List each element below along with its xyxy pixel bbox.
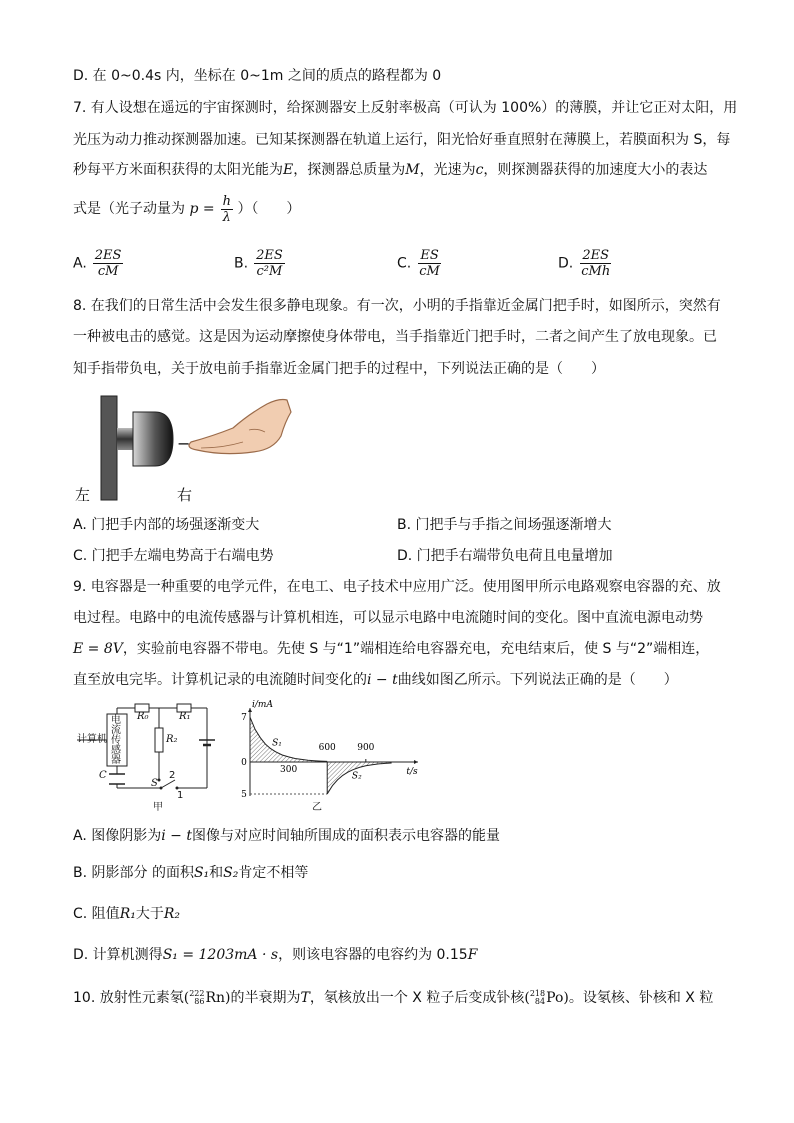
door-handle-diagram [73,390,313,505]
option-text: B. 阴影部分 的面积 [73,865,194,881]
q9-text: ，实验前电容器不带电。先使 S 与“1”端相连给电容器充电，充电结束后，使 S 与“2”端相连， [122,641,710,657]
option-text: A. 图像阴影为 [73,828,162,844]
fraction-denominator: cM [419,264,440,279]
q10-text: ，氡核放出一个 X 粒子后变成钋核 [309,990,525,1006]
y-tick-label: 5 [241,790,247,800]
momentum-fraction [221,194,233,225]
hand [189,400,291,454]
q7-text: 秒每平方米面积获得的太阳光能为 [73,162,283,178]
switch-blade [161,780,175,788]
q6-option-d: D. 在 0~0.4s 内，坐标在 0~1m 之间的质点的路程都为 0 [73,68,442,84]
door-wall [101,396,117,500]
sensor-label [111,716,121,766]
graph-caption: 乙 [312,802,322,813]
q7-text: ，则探测器获得的加速度大小的表达 [483,162,708,178]
handle-neck [117,428,133,450]
q8-option-b[interactable]: B. 门把手与手指之间场强逐渐增大 [397,517,612,533]
r1-label: R₁ [179,711,191,722]
x-tick-label: 600 [318,743,336,753]
q9-option-b[interactable] [73,863,308,883]
q7-text-line3 [73,160,707,180]
q10-text: 。设氡核、钋核和 X 粒 [568,990,714,1006]
polonium-nuclide: ( 218 84 Po) [524,989,569,1006]
half-life-symbol: T [300,990,310,1006]
sensor-char: 器 [111,755,121,766]
x-axis-arrow [414,760,418,764]
q10-text: 10. 放射性元素氡 [73,990,184,1006]
mass-number: 222 [189,989,205,998]
r0-label: R₀ [137,711,149,722]
s-label: S [151,778,158,789]
s1-measurement: S₁ = 1203mA · s [162,947,279,963]
var-m: M [405,162,420,178]
q9-text-line2: 电过程。电路中的电流传感器与计算机相连，可以显示电路中电流随时间的变化。图中直流电源电动势 [73,610,703,626]
x-axis-label: t/s [406,767,418,777]
mass-number: 218 [529,989,546,998]
i-t-label: i − t [367,672,398,688]
fraction-denominator: cMh [581,264,611,279]
q9-text-line4 [73,670,678,690]
r2-symbol: R₂ [163,906,180,922]
var-e: E [283,162,294,178]
fraction-numerator: 2ES [256,248,283,263]
var-c: c [475,162,484,178]
q7-text-line2: 光压为动力推动探测器加速。已知某探测器在轨道上运行，阳光恰好垂直照射在薄膜上，若膜面积为 S，每 [73,132,731,148]
label-left: 左 [75,486,91,504]
r1-symbol: R₁ [119,906,136,922]
option-text: 和 [209,865,224,881]
atomic-number: 86 [194,997,205,1006]
fraction-numerator: h [222,193,231,209]
q7-option-c[interactable] [397,248,442,279]
label-right: 右 [177,486,193,504]
x-tick-label: 300 [280,765,298,775]
option-text: 大于 [135,906,164,922]
y-axis-label: i/mA [252,700,273,710]
y-tick-label: 7 [241,713,247,724]
option-label: C. [397,255,412,272]
sensor-char: 电 [111,715,121,726]
sensor-char: 感 [111,745,121,756]
r2-label: R₂ [166,734,178,745]
q8-option-a[interactable]: A. 门把手内部的场强逐渐变大 [73,517,260,533]
q9-option-d[interactable] [73,945,477,965]
q7-text: ）（ ） [237,201,301,217]
q8-option-c[interactable]: C. 门把手左端电势高于右端电势 [73,548,274,564]
option-text: 肯定不相等 [238,865,309,881]
fraction-denominator: cM [97,264,119,279]
radon-nuclide: ( 222 86 Rn) [183,989,231,1006]
q7-text: ，探测器总质量为 [293,162,406,178]
q7-option-d[interactable] [558,248,612,279]
option-label: D. [558,255,574,272]
q7-option-a[interactable] [73,248,123,279]
option-text: C. 阻值 [73,906,120,922]
emf-value: E = 8V [73,641,123,657]
fraction-denominator: λ [222,209,231,225]
q7-text: 式是（光子动量为 [73,201,185,217]
sensor-char: 传 [111,735,121,746]
element-symbol: Po [546,990,564,1006]
fraction-numerator: ES [420,248,439,263]
atomic-number: 84 [534,997,546,1006]
series-label-s2: S₂ [351,771,362,782]
q9-text: 曲线如图乙所示。下列说法正确的是（ ） [397,672,678,688]
resistor-r2 [155,728,163,752]
s2-symbol: S₂ [223,865,239,881]
fraction-numerator: 2ES [582,248,610,263]
q8-option-d[interactable]: D. 门把手右端带负电荷且电量增加 [397,548,613,564]
momentum-lhs: p = [189,201,215,217]
computer-label: 计算机 [77,734,107,745]
current-time-graph [228,700,428,812]
element-symbol: Rn [205,990,226,1006]
q9-text-line3 [73,639,709,659]
q8-text-line3: 知手指带负电，关于放电前手指靠近金属门把手的过程中，下列说法正确的是（ ） [73,361,605,377]
i-t-label: i − t [161,828,192,844]
x-tick-label: 0 [241,758,247,768]
q9-text: 直至放电完毕。计算机记录的电流随时间变化的 [73,672,367,688]
q8-text-line2: 一种被电击的感觉。这是因为运动摩擦使身体带电，当手指靠近门把手时，二者之间产生了放电现象。已 [73,329,717,345]
q7-text-line4 [73,193,300,225]
q7-text: ，光速为 [419,162,476,178]
circuit-figure [73,700,223,812]
door-handle-figure [73,390,313,505]
x-tick-label: 900 [357,743,375,753]
terminal-2-label: 2 [169,770,176,781]
terminal-1-label: 1 [177,790,184,801]
handle-knob [133,412,173,466]
circuit-caption: 甲 [153,802,163,813]
q9-option-c[interactable] [73,904,180,924]
option-label: B. [234,255,249,272]
c-label: C [99,770,107,781]
option-text: ，则该电容器的电容约为 0.15 [278,947,468,963]
q9-text-line1: 9. 电容器是一种重要的电学元件，在电工、电子技术中应用广泛。使用图甲所示电路观察电容器的充、放 [73,579,721,595]
fraction-denominator: c²M [256,264,283,279]
series-label-s1: S₁ [272,738,282,749]
charge-minus-sign: − [177,434,191,453]
option-label: A. [73,255,87,272]
s1-symbol: S₁ [193,865,210,881]
i-t-chart [228,700,428,812]
sensor-char: 流 [111,725,121,736]
farad-unit: F [467,947,478,963]
q10-text: 的半衰期为 [230,990,301,1006]
q7-text-line1: 7. 有人设想在遥远的宇宙探测时，给探测器安上反射率极高（可认为 100%）的薄膜，并让它正对太阳，用 [73,100,738,116]
option-text: D. 计算机测得 [73,947,163,963]
q7-option-b[interactable] [234,248,285,279]
option-text: 图像与对应时间轴所围成的面积表示电容器的能量 [191,828,500,844]
q9-option-a[interactable] [73,826,500,846]
q10-text-line1 [73,988,713,1008]
fraction-numerator: 2ES [94,248,122,263]
q8-text-line1: 8. 在我们的日常生活中会发生很多静电现象。有一次，小明的手指靠近金属门把手时，如图所示，突然有 [73,298,721,314]
